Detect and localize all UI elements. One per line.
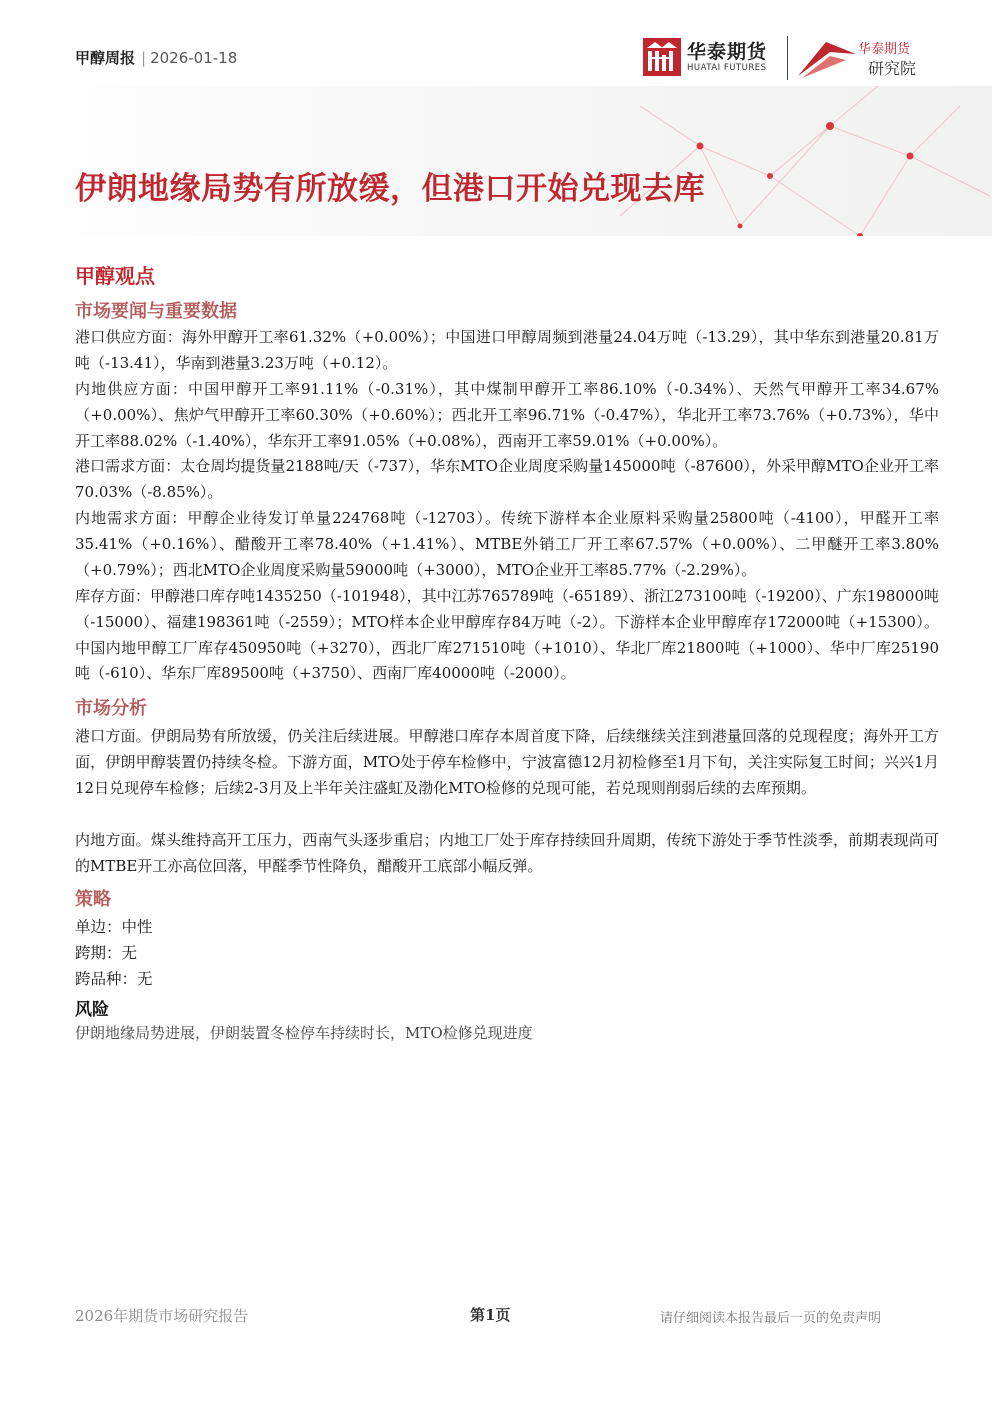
news-paragraph-inland-demand: 内地需求方面：甲醇企业待发订单量224768吨（-12703）。传统下游样本企业原料采购量25800吨（-4100），甲醛开工率35.41%（+0.16%）、醋酸开工率78.40%（+1.41%）、MTBE外销工厂开工率67.57%（+0.00%）、二甲醚开工率3.80%（+0.79%）；西北MTO企业周度采购量59000吨（+3000），MTO企业开工率85.77%（-2.29%）。 — [75, 509, 939, 579]
footer-report-name: 2026年期货市场研究报告 — [75, 1307, 249, 1325]
institute-name-top: 华泰期货 — [858, 42, 911, 57]
strategy-single-side: 单边：中性 — [75, 918, 153, 936]
analysis-paragraph-port: 港口方面。伊朗局势有所放缓，仍关注后续进展。甲醇港口库存本周首度下降，后续继续关注到港量回落的兑现程度；海外开工方面，伊朗甲醇装置仍持续冬检。下游方面，MTO处于停车检修中，宁波富德12月初检修至1月下旬，关注实际复工时间；兴兴1月12日兑现停车检修；后续2-3月及上半年关注盛虹及渤化MTO检修的兑现可能，若兑现则削弱后续的去库预期。 — [75, 727, 939, 797]
institute-name-bottom: 研究院 — [868, 59, 917, 78]
strategy-heading: 策略 — [75, 889, 111, 910]
report-type: 甲醇周报 — [75, 49, 136, 67]
network-node-icon — [767, 173, 773, 179]
network-node-icon — [907, 153, 914, 160]
network-node-icon — [697, 143, 704, 150]
news-paragraph-port-supply: 港口供应方面：海外甲醇开工率61.32%（+0.00%）；中国进口甲醇周频到港量24.04万吨（-13.29），其中华东到港量20.81万吨（-13.41），华南到港量3.23万吨（+0.12）。 — [75, 328, 939, 372]
header-banner-decoration — [0, 86, 992, 236]
report-header — [75, 47, 237, 68]
logo-divider — [787, 36, 788, 80]
network-node-icon — [826, 122, 834, 130]
footer-disclaimer-note: 请仔细阅读本报告最后一页的免责声明 — [660, 1311, 882, 1326]
analysis-heading: 市场分析 — [75, 698, 147, 719]
news-paragraph-port-demand: 港口需求方面：太仓周均提货量2188吨/天（-737），华东MTO企业周度采购量145000吨（-87600），外采甲醇MTO企业开工率70.03%（-8.85%）。 — [75, 457, 939, 501]
strategy-cross-product: 跨品种：无 — [75, 970, 153, 988]
company-name-en: HUATAI FUTURES — [687, 63, 767, 73]
news-paragraph-inventory: 库存方面：甲醇港口库存吨1435250（-101948），其中江苏765789吨（-65189）、浙江273100吨（-19200）、广东198000吨（-15000）、福建198361吨（-2559）；MTO样本企业甲醇库存84万吨（-2）。下游样本企业甲醇库存172000吨（+15300）。中国内地甲醇工厂库存450950吨（+3270），西北厂库271510吨（+1010）、华北厂库21800吨（+1000）、华中厂库25190吨（-610）、华东厂库89500吨（+3750）、西南厂库40000吨（-2000）。 — [75, 587, 939, 683]
huatai-emblem-icon — [643, 38, 681, 76]
research-institute-logo — [796, 38, 917, 84]
strategy-calendar: 跨期：无 — [75, 944, 138, 962]
report-date: 2026-01-18 — [150, 49, 238, 67]
section-heading-main: 甲醇观点 — [75, 264, 155, 288]
analysis-paragraph-inland: 内地方面。煤头维持高开工压力，西南气头逐步重启；内地工厂处于库存持续回升周期，传统下游处于季节性淡季，前期表现尚可的MTBE开工亦高位回落，甲醛季节性降负，醋酸开工底部小幅反弹。 — [75, 831, 939, 875]
institute-wing-icon — [796, 38, 858, 80]
news-paragraph-inland-supply: 内地供应方面：中国甲醇开工率91.11%（-0.31%），其中煤制甲醇开工率86.10%（-0.34%）、天然气甲醇开工率34.67%（+0.00%）、焦炉气甲醇开工率60.30%（+0.60%）；西北开工率96.71%（-0.47%），华北开工率73.76%（+0.73%），华中开工率88.02%（-1.40%），华东开工率91.05%（+0.08%），西南开工率59.01%（+0.00%）。 — [75, 380, 939, 450]
network-node-icon — [738, 224, 743, 229]
page-title: 伊朗地缘局势有所放缓，但港口开始兑现去库 — [75, 171, 705, 207]
risk-heading: 风险 — [75, 1000, 109, 1020]
huatai-futures-logo — [643, 38, 767, 76]
risk-text: 伊朗地缘局势进展，伊朗装置冬检停车持续时长，MTO检修兑现进度 — [75, 1024, 533, 1042]
news-heading: 市场要闻与重要数据 — [75, 301, 237, 322]
company-name-cn: 华泰期货 — [687, 41, 768, 63]
footer-page-number: 第1页 — [470, 1306, 511, 1324]
header-divider: | — [141, 49, 147, 67]
